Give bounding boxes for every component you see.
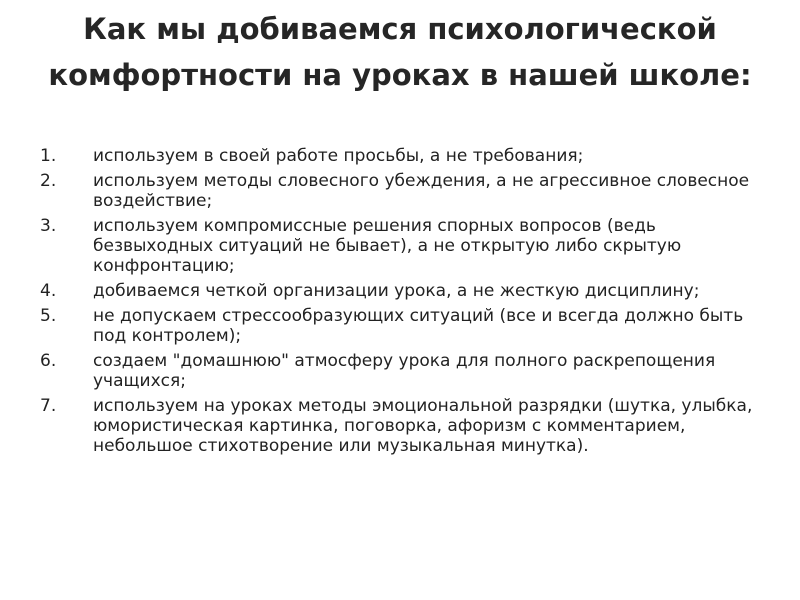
list-item (40, 171, 760, 211)
list-item-number: 4. (40, 281, 57, 301)
list-item (40, 281, 760, 301)
list-item-number: 1. (40, 146, 57, 166)
list-item-number: 5. (40, 306, 57, 326)
list-item-text: используем на уроках методы эмоциональной разрядки (шутка, улыбка, юмористическая картинка, поговорка, афоризм с комментарием, небольшое стихотворение или музыкальная минутка). (93, 396, 753, 456)
list-item-text: используем в своей работе просьбы, а не требования; (93, 146, 584, 166)
slide-title: Как мы добиваемся психологической комфортности на уроках в нашей школе: (48, 12, 752, 92)
list-item-number: 7. (40, 396, 57, 416)
numbered-list (40, 146, 760, 461)
list-item-text: создаем "домашнюю" атмосферу урока для полного раскрепощения учащихся; (93, 351, 716, 391)
list-item (40, 146, 760, 166)
list-item-text: используем методы словесного убеждения, а не агрессивное словесное воздействие; (93, 171, 750, 211)
list-item-text: добиваемся четкой организации урока, а не жесткую дисциплину; (93, 281, 700, 301)
list-item-number: 6. (40, 351, 57, 371)
list-item (40, 216, 760, 276)
list-item (40, 396, 760, 456)
list-item-text: не допускаем стрессообразующих ситуаций (все и всегда должно быть под контролем); (93, 306, 744, 346)
list-item-number: 3. (40, 216, 57, 236)
list-item (40, 351, 760, 391)
list-item-number: 2. (40, 171, 57, 191)
list-item (40, 306, 760, 346)
list-item-text: используем компромиссные решения спорных вопросов (ведь безвыходных ситуаций не бывает), а не открытую либо скрытую конфронтацию; (93, 216, 682, 276)
